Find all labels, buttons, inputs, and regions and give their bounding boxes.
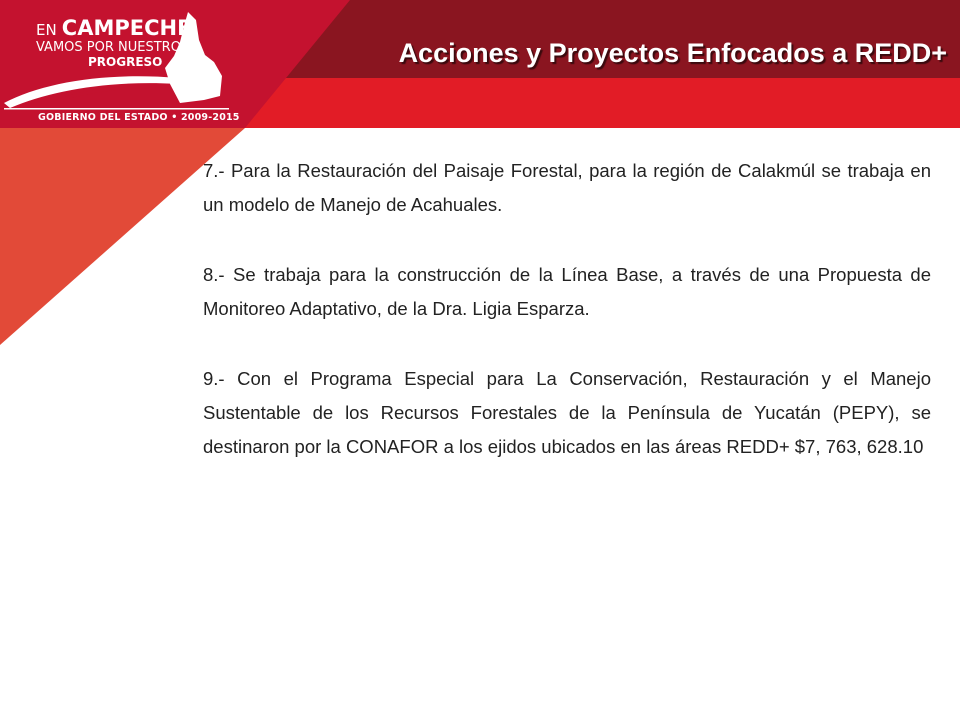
slide-title: Acciones y Proyectos Enfocados a REDD+	[398, 38, 947, 68]
paragraph-9: 9.- Con el Programa Especial para La Conservación, Restauración y el Manejo Sustentable de los Recursos Forestales de la Península de Yucatán (PEPY), se destinaron por la CONAFOR a los ejidos ubicados en las áreas REDD+ $7, 763, 628.10	[203, 368, 931, 457]
logo-line-vamos: VAMOS POR NUESTRO	[36, 40, 181, 55]
logo-divider	[4, 108, 229, 110]
logo-footer: GOBIERNO DEL ESTADO • 2009-2015	[38, 112, 240, 123]
paragraph-7: 7.- Para la Restauración del Paisaje Forestal, para la región de Calakmúl se trabaja en un modelo de Manejo de Acahuales.	[203, 160, 931, 215]
paragraph-8: 8.- Se trabaja para la construcción de la Línea Base, a través de una Propuesta de Monitoreo Adaptativo, de la Dra. Ligia Esparza.	[203, 264, 931, 319]
logo-prefix: EN	[36, 21, 57, 39]
logo-line-campeche	[36, 18, 191, 39]
slide-body	[203, 154, 931, 500]
logo-campeche: CAMPECHE	[61, 16, 192, 40]
logo-line-progreso: PROGRESO	[88, 55, 163, 69]
